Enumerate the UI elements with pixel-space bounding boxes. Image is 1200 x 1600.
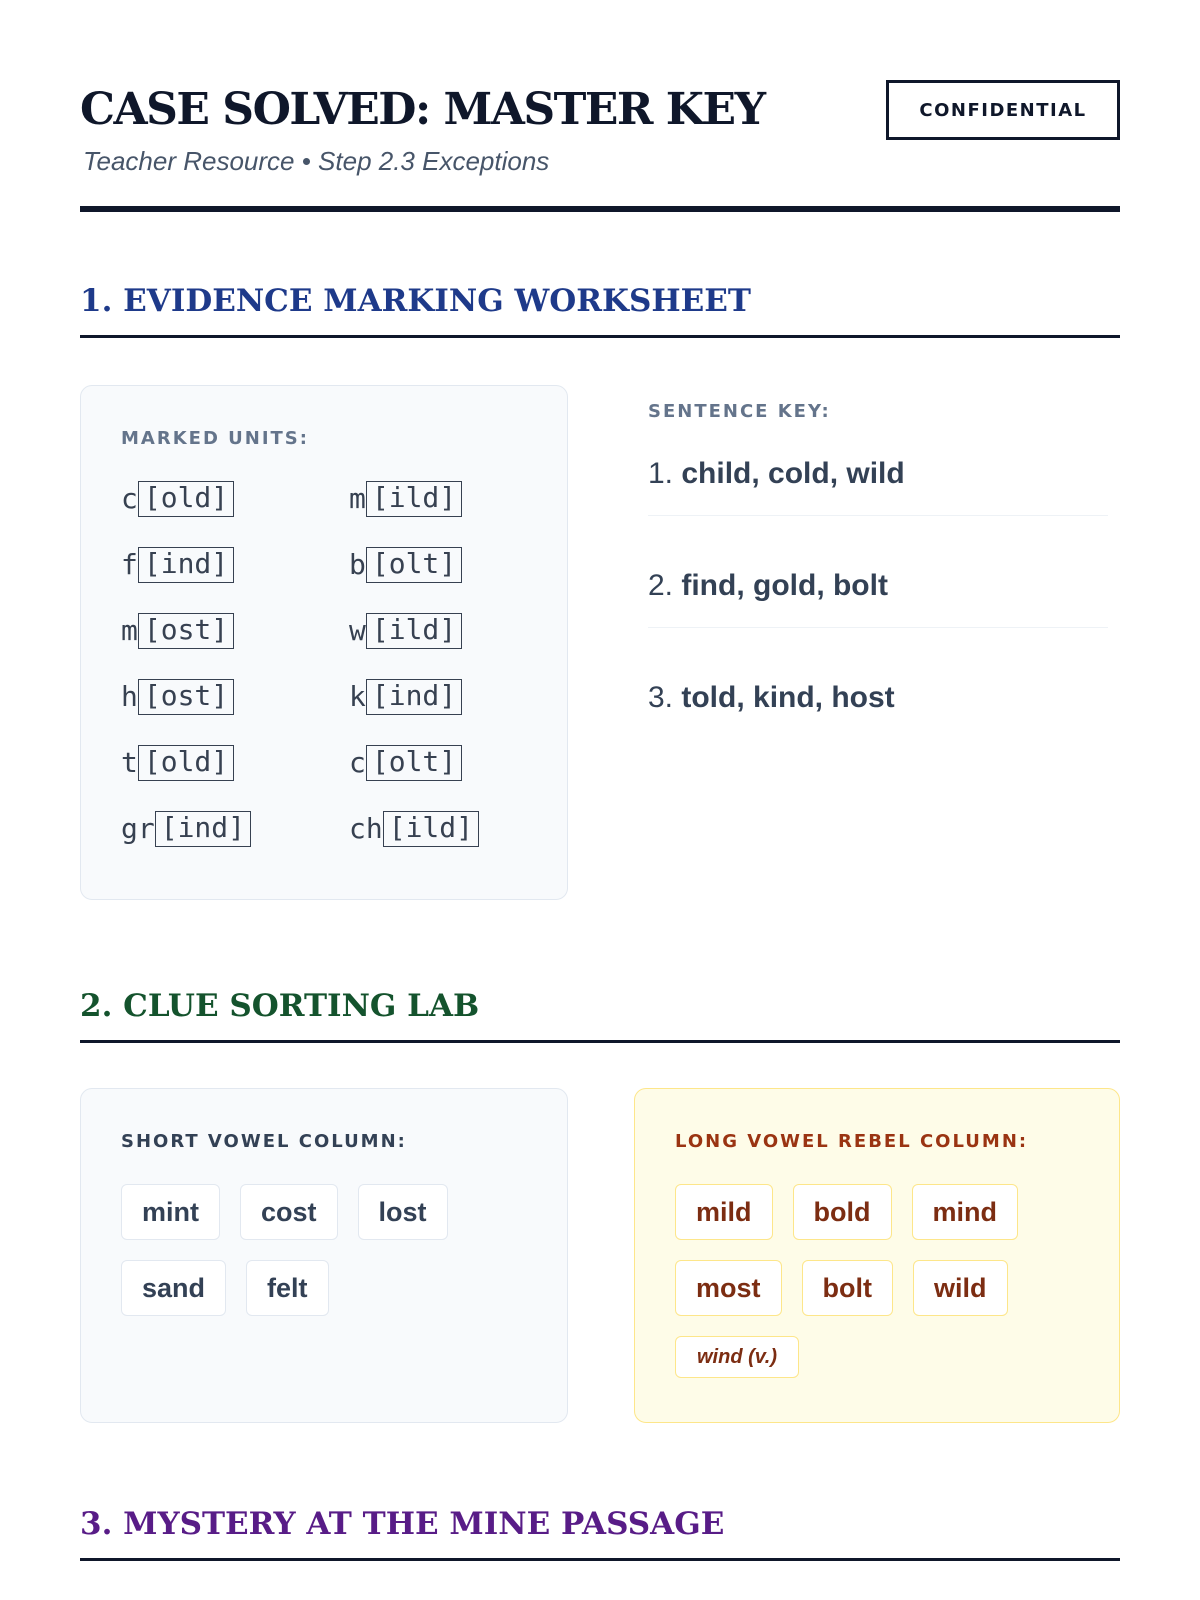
unit-box: [ind] — [155, 811, 251, 847]
sentence-key-item — [648, 569, 1108, 628]
confidential-stamp: CONFIDENTIAL — [886, 80, 1120, 140]
marked-unit — [349, 679, 509, 715]
long-vowel-panel — [634, 1088, 1120, 1423]
section-passage-title: 3. MYSTERY AT THE MINE PASSAGE — [80, 1506, 1120, 1561]
unit-prefix: t — [121, 746, 138, 779]
long-vowel-note-chip: wind (v.) — [675, 1336, 799, 1378]
long-vowel-chip: mind — [912, 1184, 1019, 1240]
long-vowel-chip: wild — [913, 1260, 1008, 1316]
unit-box: [ind] — [138, 547, 234, 583]
sentence-words: find, gold, bolt — [681, 569, 888, 602]
short-vowel-label: SHORT VOWEL COLUMN: — [121, 1131, 407, 1152]
sentence-words: child, cold, wild — [681, 457, 905, 490]
unit-box: [ind] — [366, 679, 462, 715]
unit-box: [ild] — [366, 613, 462, 649]
sentence-number: 1. — [648, 457, 682, 490]
long-vowel-chip: mild — [675, 1184, 773, 1240]
section-sorting-title: 2. CLUE SORTING LAB — [80, 988, 1120, 1043]
sentence-key-item — [648, 681, 1108, 739]
long-vowel-label: LONG VOWEL REBEL COLUMN: — [675, 1131, 1029, 1152]
long-vowel-chip: most — [675, 1260, 782, 1316]
short-vowel-chip: lost — [358, 1184, 448, 1240]
section-evidence-title: 1. EVIDENCE MARKING WORKSHEET — [80, 283, 1120, 338]
marked-unit — [349, 613, 509, 649]
long-vowel-chip: bold — [793, 1184, 892, 1240]
unit-box: [ost] — [138, 613, 234, 649]
page-title: CASE SOLVED: MASTER KEY — [80, 84, 765, 135]
unit-prefix: w — [349, 614, 366, 647]
short-vowel-chip: mint — [121, 1184, 220, 1240]
unit-prefix: c — [349, 746, 366, 779]
sentence-number: 2. — [648, 569, 682, 602]
answer-key-page — [80, 0, 1120, 1600]
sentence-words: told, kind, host — [681, 681, 895, 714]
unit-box: [ild] — [366, 481, 462, 517]
unit-box: [olt] — [366, 745, 462, 781]
short-vowel-chips — [121, 1184, 567, 1316]
short-vowel-chip: sand — [121, 1260, 226, 1316]
long-vowel-chips — [675, 1184, 1075, 1378]
short-vowel-chip: felt — [246, 1260, 329, 1316]
marked-unit — [121, 811, 349, 847]
short-vowel-chip: cost — [240, 1184, 338, 1240]
unit-prefix: m — [121, 614, 138, 647]
unit-prefix: m — [349, 482, 366, 515]
marked-unit — [349, 811, 509, 847]
unit-box: [ild] — [383, 811, 479, 847]
sentence-number: 3. — [648, 681, 682, 714]
unit-box: [ost] — [138, 679, 234, 715]
unit-prefix: h — [121, 680, 138, 713]
marked-units-label: MARKED UNITS: — [121, 428, 309, 449]
unit-box: [olt] — [366, 547, 462, 583]
marked-unit — [121, 481, 349, 517]
unit-prefix: k — [349, 680, 366, 713]
short-vowel-panel — [80, 1088, 568, 1423]
unit-prefix: f — [121, 548, 138, 581]
sentence-key-label: SENTENCE KEY: — [648, 401, 831, 422]
marked-unit — [121, 679, 349, 715]
unit-box: [old] — [138, 481, 234, 517]
sentence-key-item — [648, 457, 1108, 516]
unit-prefix: c — [121, 482, 138, 515]
marked-units-panel — [80, 385, 568, 900]
unit-box: [old] — [138, 745, 234, 781]
unit-prefix: b — [349, 548, 366, 581]
long-vowel-chip: bolt — [802, 1260, 893, 1316]
marked-unit — [349, 745, 509, 781]
unit-prefix: ch — [349, 812, 383, 845]
marked-unit — [121, 613, 349, 649]
marked-unit — [349, 481, 509, 517]
marked-units-grid — [121, 481, 509, 847]
unit-prefix: gr — [121, 812, 155, 845]
page-header — [80, 80, 1120, 212]
marked-unit — [121, 745, 349, 781]
page-subtitle: Teacher Resource • Step 2.3 Exceptions — [83, 146, 550, 176]
marked-unit — [349, 547, 509, 583]
marked-unit — [121, 547, 349, 583]
